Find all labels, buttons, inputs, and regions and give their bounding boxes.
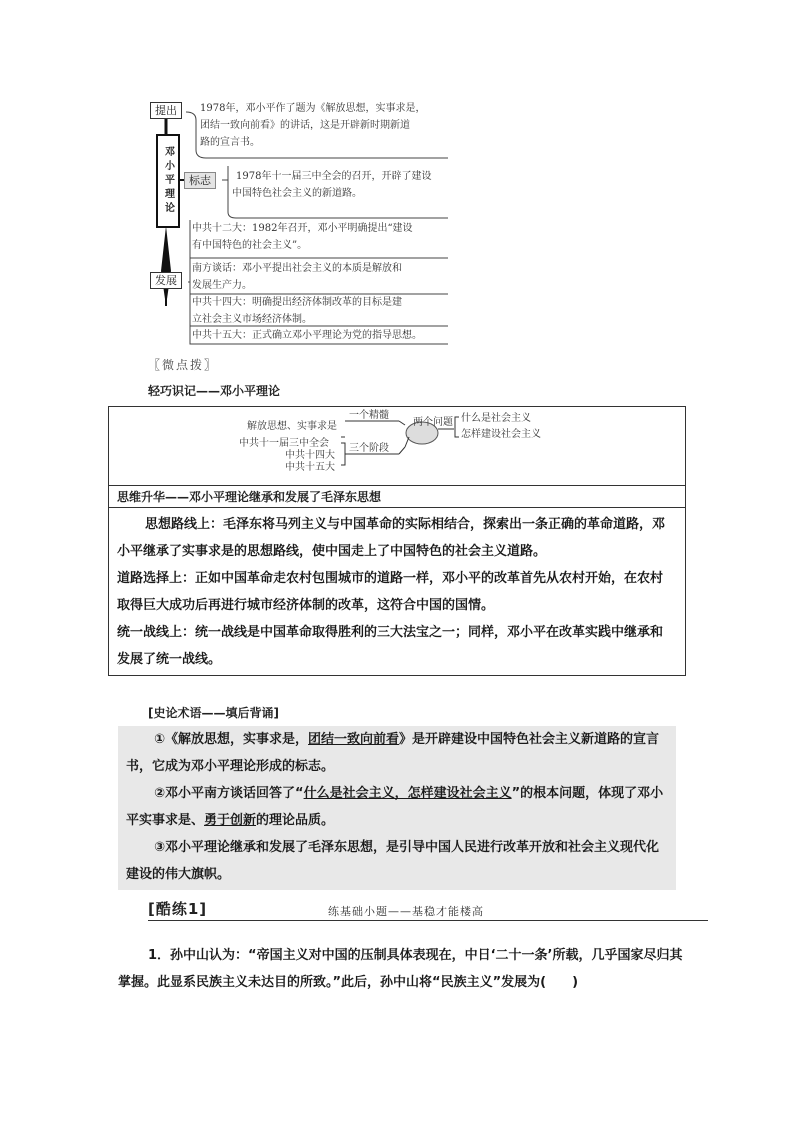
develop-item-4: 中共十五大：正式确立邓小平理论为党的指导思想。 (192, 330, 422, 341)
thought-para-1: 思想路线上：毛泽东将马列主义与中国革命的实际相结合，探索出一条正确的革命道路，邓小平继承了实事求是的思想路线，使中国走上了中国特色的社会主义道路。 (117, 517, 666, 559)
develop-item-3: 中共十四大：明确提出经济体制改革的目标是建 立社会主义市场经济体制。 (192, 297, 402, 325)
divider (109, 485, 685, 486)
deng-theory-mindmap (148, 96, 458, 352)
memory-right-1: 什么是社会主义 (461, 413, 531, 424)
develop-item-2: 南方谈话：邓小平提出社会主义的本质是解放和 发展生产力。 (192, 263, 402, 291)
thought-para-3: 统一战线上：统一战线是中国革命取得胜利的三大法宝之一；同样，邓小平在改革实践中继承和发展了统一战线。 (117, 625, 664, 667)
practice-header (148, 898, 708, 921)
term-item-3: ③邓小平理论继承和发展了毛泽东思想，是引导中国人民进行改革开放和社会主义现代化建设的伟大旗帜。 (126, 840, 660, 882)
memory-box (108, 406, 686, 676)
symbol-text: 1978年十一届三中全会的召开，开辟了建设 中国特色社会主义的新道路。 (232, 171, 432, 199)
memory-left-3: 中共十四大 (285, 450, 335, 461)
terminology-box (118, 726, 676, 890)
term-item-2: ②邓小平南方谈话回答了“什么是社会主义，怎样建设社会主义”的根本问题，体现了邓小平实事求是、勇于创新的理论品质。 (126, 786, 664, 828)
memory-left-4: 中共十五大 (285, 462, 335, 473)
memory-right-2: 怎样建设社会主义 (461, 429, 541, 440)
memory-diagram-lines (109, 407, 685, 485)
memory-center: 两个问题 (413, 417, 453, 428)
tip-badge: 〖微点拨〗 (148, 358, 219, 372)
tip-title: 轻巧识记——邓小平理论 (148, 384, 281, 398)
practice-label: [酷练1] (148, 900, 208, 918)
develop-item-1: 中共十二大：1982年召开，邓小平明确提出“建设 有中国特色的社会主义”。 (192, 223, 413, 251)
memory-left-1: 解放思想、实事求是 (247, 421, 337, 432)
tag-propose: 提出 (150, 102, 182, 119)
tag-symbol: 标志 (184, 172, 216, 189)
terminology-title: [史论术语——填后背诵] (148, 706, 279, 720)
memory-mid-2: 三个阶段 (349, 443, 389, 454)
thought-para-2: 道路选择上：正如中国革命走农村包围城市的道路一样，邓小平的改革首先从农村开始，在农村取得巨大成功后再进行城市经济体制的改革，这符合中国的国情。 (117, 571, 664, 613)
tag-develop: 发展 (150, 272, 182, 289)
mindmap-center: 邓小平理论 (156, 134, 180, 228)
practice-subtitle: 练基础小题——基稳才能楼高 (328, 905, 484, 918)
divider (109, 507, 685, 508)
memory-left-2: 中共十一届三中全会 (239, 438, 329, 449)
thought-title: 思维升华——邓小平理论继承和发展了毛泽东思想 (117, 490, 382, 504)
propose-text: 1978年，邓小平作了题为《解放思想，实事求是， 团结一致向前看》的讲话，这是开辟新时期新道 路的宣言书。 (200, 103, 426, 148)
question-1: 1．孙中山认为：“帝国主义对中国的压制具体表现在，中日‘二十一条’所载，几乎国家尽归其掌握。此显系民族主义未达目的所致。”此后，孙中山将“民族主义”发展为( ) (118, 948, 683, 990)
term-item-1: ①《解放思想，实事求是，团结一致向前看》是开辟建设中国特色社会主义新道路的宣言书，它成为邓小平理论形成的标志。 (126, 732, 660, 774)
memory-mid-1: 一个精髓 (349, 410, 389, 421)
